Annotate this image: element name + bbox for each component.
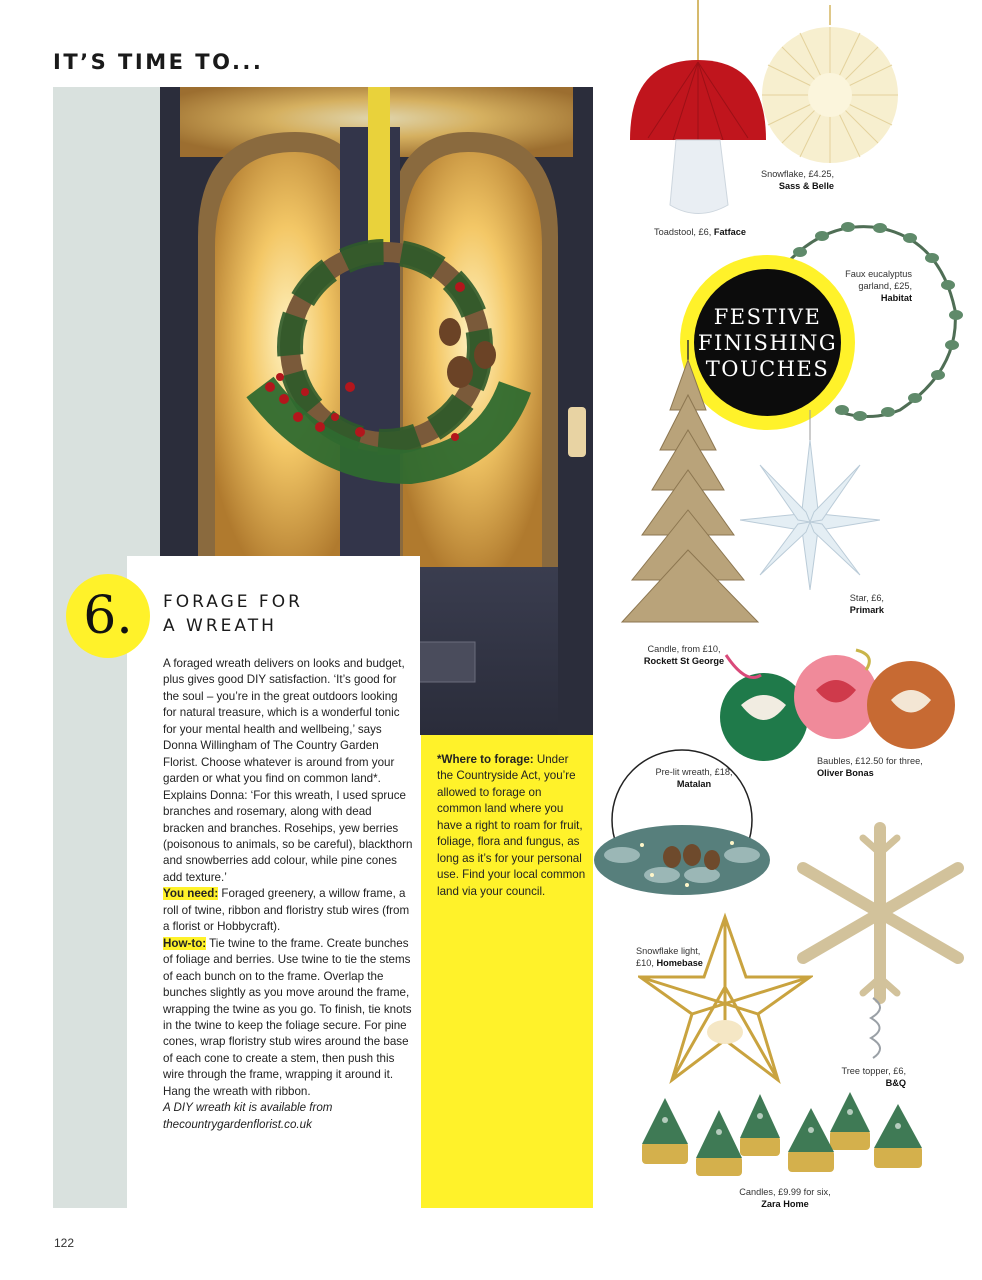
kit-note: A DIY wreath kit is available from thecountrygardenflorist.co.uk <box>163 1101 333 1131</box>
caption-snowflake-brand: Sass & Belle <box>778 181 834 191</box>
title-line-1: FORAGE FOR <box>163 592 303 612</box>
caption-tree-topper-desc: Tree topper, £6, <box>841 1066 906 1076</box>
caption-star-desc: Star, £6, <box>849 593 884 603</box>
you-need-label: You need: <box>163 887 219 901</box>
caption-snowflake-light <box>636 945 718 969</box>
caption-candle <box>628 643 740 667</box>
snowflake-tree-topper-image <box>793 818 968 1063</box>
page-heading: IT’S TIME TO... <box>53 50 264 74</box>
glass-star-image <box>740 410 880 590</box>
caption-star-brand: Primark <box>849 605 884 615</box>
caption-candles-desc: Candles, £9.99 for six, <box>739 1187 831 1197</box>
caption-star <box>800 592 884 616</box>
caption-baubles-brand: Oliver Bonas <box>817 768 874 778</box>
caption-garland-brand: Habitat <box>880 293 912 303</box>
caption-candle-brand: Rockett St George <box>643 656 725 666</box>
how-to-paragraph <box>163 936 413 1101</box>
caption-tree-topper <box>840 1065 906 1089</box>
you-need-paragraph <box>163 886 413 935</box>
caption-prelit-wreath <box>655 766 733 790</box>
article-title <box>163 590 303 638</box>
how-to-label: How-to: <box>163 936 207 950</box>
caption-snowflake <box>730 168 834 192</box>
article-body <box>163 656 413 1133</box>
intro-paragraph: A foraged wreath delivers on looks and budget, plus gives good DIY satisfaction. ‘It’s good for the soul – you’re in the great outdoors looking for natural treasure, which is a wonderful tonic for your mental health and wellbeing,’ says Donna Willingham of The Country Garden Florist. Choose whatever is around from your garden or what you find on common land*. Explains Donna: ‘For this wreath, I used spruce branches and rosemary, along with dead bracken and branches. Rosehips, yew berries (poisonous to animals, so be careful), blackthorn and snowberries add colour, while pine cones add texture.’ <box>163 657 413 884</box>
caption-prelit-wreath-brand: Matalan <box>676 779 712 789</box>
badge-line-3: TOUCHES <box>705 356 830 381</box>
step-number-badge: 6. <box>66 574 150 658</box>
badge-line-2: FINISHING <box>697 330 838 355</box>
caption-candles-brand: Zara Home <box>761 1199 809 1209</box>
title-line-2: A WREATH <box>163 616 277 636</box>
brass-star-light-image <box>638 912 813 1097</box>
tree-tealight-candles-image <box>640 1090 930 1180</box>
badge-line-1: FESTIVE <box>713 304 822 329</box>
caption-toadstool <box>630 226 746 238</box>
caption-candles <box>730 1186 840 1210</box>
caption-snowflake-light-desc: Snowflake light, £10, <box>636 946 701 968</box>
forage-body: Under the Countryside Act, you’re allowed to forage on common land where you have a right to roam for fruit, foliage, flora and fungus, as long as it’s for your personal use. Find your local common land via your council. <box>437 753 586 898</box>
pre-lit-wreath-image <box>592 735 772 915</box>
caption-garland-desc: Faux eucalyptus garland, £25, <box>845 269 912 291</box>
caption-baubles <box>817 755 927 779</box>
page-number: 122 <box>54 1236 75 1250</box>
caption-garland <box>830 268 912 304</box>
caption-toadstool-desc: Toadstool, £6, <box>654 227 712 237</box>
caption-toadstool-brand: Fatface <box>713 227 746 237</box>
how-to-text: Tie twine to the frame. Create bunches of foliage and berries. Use twine to tie the stems of each bunch on to the frame. Overlap the bunches slightly as you move around the frame, wrapping the twine as you go. To finish, tie knots in the twine to keep the foliage secure. For pine cones, wrap floristry stub wires around the base of each cone to create a stem, then push this wire through the frame, wrapping it around it. Hang the wreath with ribbon. <box>163 936 412 1098</box>
forage-label: *Where to forage: <box>437 753 534 766</box>
caption-candle-desc: Candle, from £10, <box>647 644 721 654</box>
caption-snowflake-desc: Snowflake, £4.25, <box>760 169 834 179</box>
forage-sidebar-text <box>437 752 587 900</box>
caption-prelit-wreath-desc: Pre-lit wreath, £18, <box>655 767 733 777</box>
caption-snowflake-light-brand: Homebase <box>656 958 703 968</box>
caption-baubles-desc: Baubles, £12.50 for three, <box>817 756 923 766</box>
paper-snowflake-image <box>760 5 900 170</box>
you-need-text: Foraged greenery, a willow frame, a roll of twine, ribbon and floristry stub wires (from a florist or Hobbycraft). <box>163 887 410 934</box>
caption-tree-topper-brand: B&Q <box>885 1078 906 1088</box>
